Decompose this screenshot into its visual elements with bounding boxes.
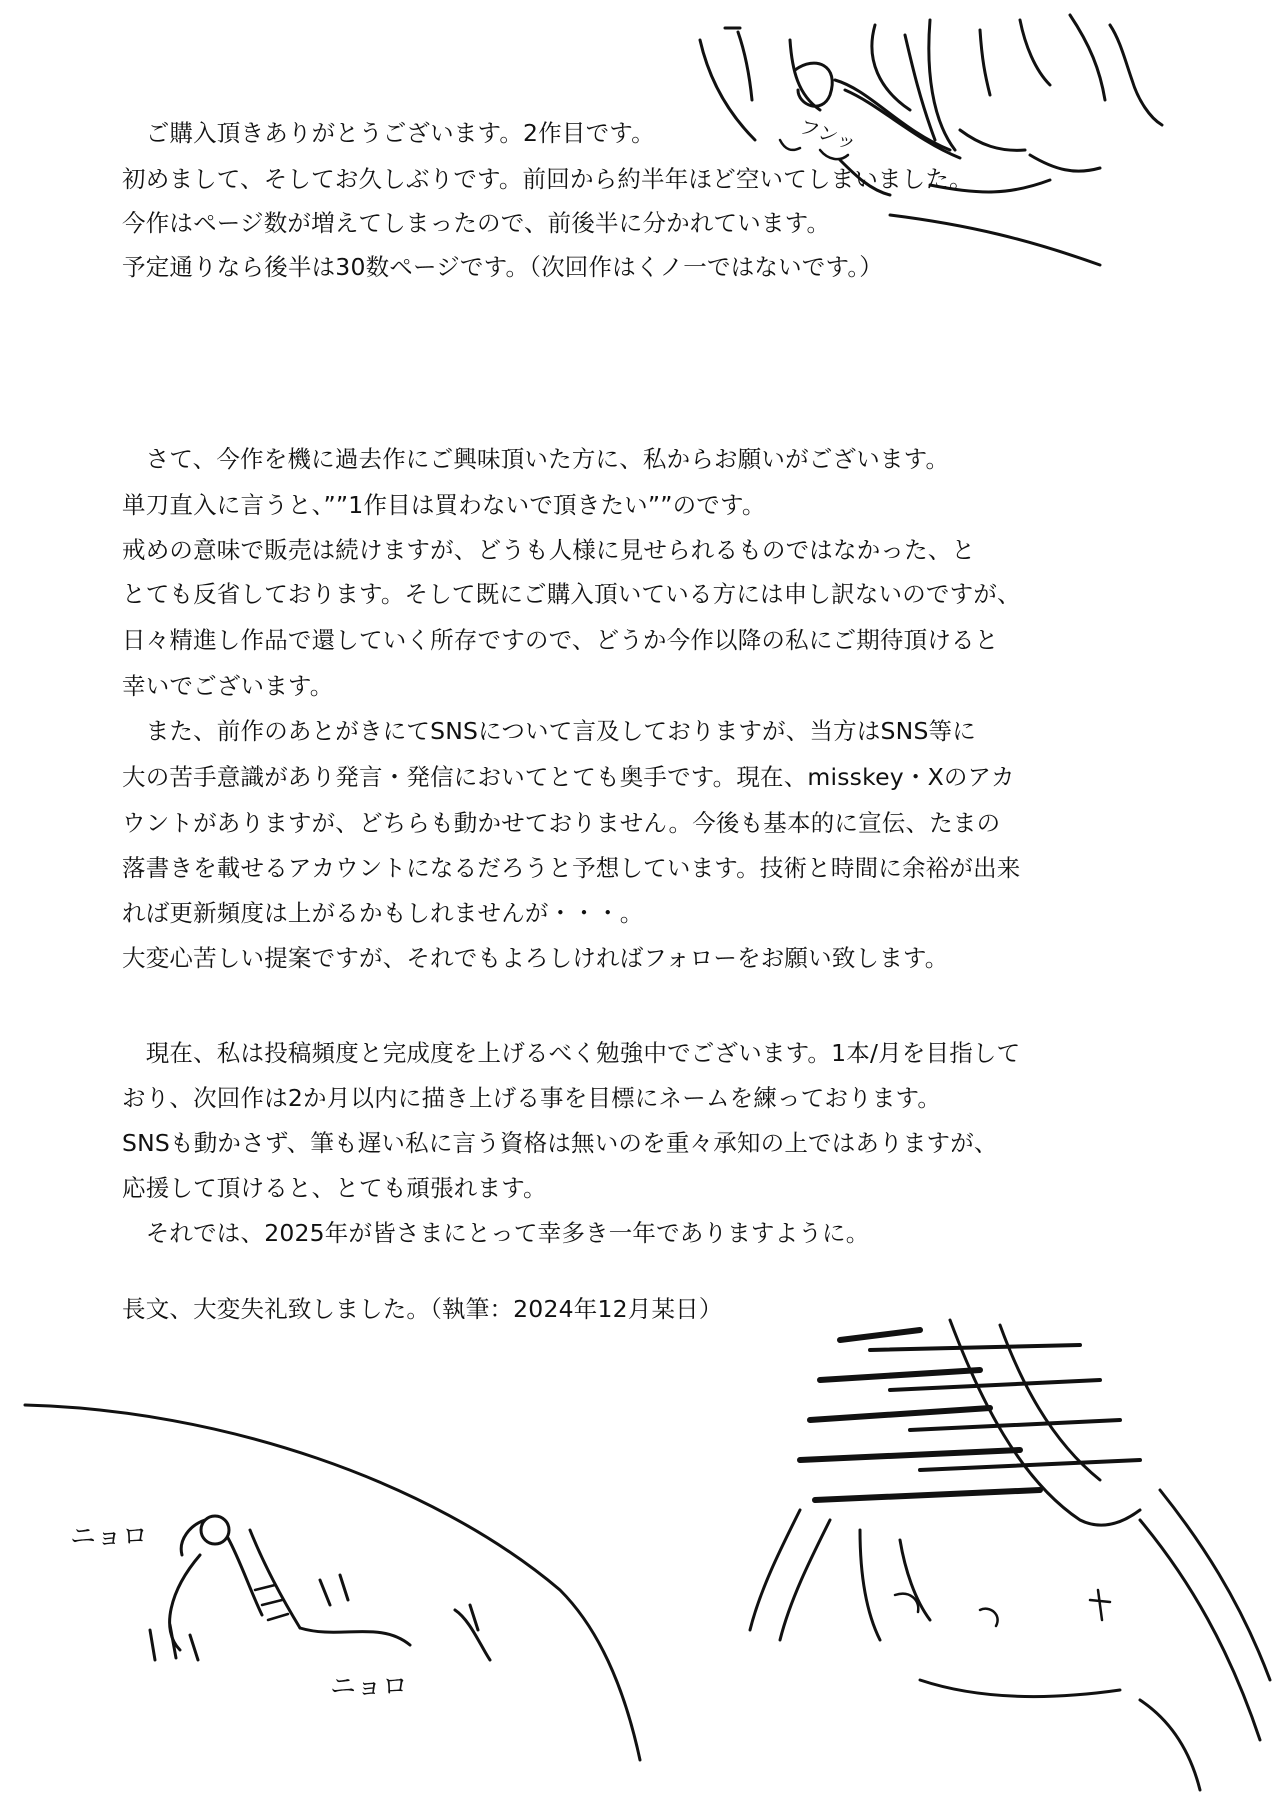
- paragraph2-line-4: とても反省しております。そして既にご購入頂いている方には申し訳ないのですが、: [122, 580, 1021, 608]
- bottom-left-sfx-1: ニョロ: [70, 1522, 149, 1552]
- paragraph1-line-1: ご購入頂きありがとうございます。2作目です。: [122, 119, 655, 147]
- paragraph3-line-1: 現在、私は投稿頻度と完成度を上げるべく勉強中でございます。1本/月を目指して: [122, 1039, 1021, 1067]
- paragraph3-line-4: 応援して頂けると、とても頑張れます。: [122, 1174, 547, 1202]
- top-right-sfx: フンッ: [796, 113, 860, 155]
- paragraph2-line-6: 幸いでございます。: [122, 672, 334, 700]
- paragraph2-line-2: 単刀直入に言うと、””1作目は買わないで頂きたい””のです。: [122, 491, 766, 519]
- paragraph2-line-5: 日々精進し作品で還していく所存ですので、どうか今作以降の私にご期待頂けると: [122, 626, 999, 654]
- paragraph2-line-3: 戒めの意味で販売は続けますが、どうも人様に見せられるものではなかった、と: [122, 536, 976, 564]
- paragraph2-line-12: 大変心苦しい提案ですが、それでもよろしければフォローをお願い致します。: [122, 944, 949, 972]
- bottom-left-sfx-2: ニョロ: [330, 1672, 409, 1702]
- paragraph3-line-5: それでは、2025年が皆さまにとって幸多き一年でありますように。: [122, 1219, 870, 1247]
- paragraph1-line-2: 初めまして、そしてお久しぶりです。前回から約半年ほど空いてしまいました。: [122, 165, 973, 193]
- paragraph1-line-4: 予定通りなら後半は30数ページです。（次回作はくノ一ではないです。）: [122, 253, 883, 281]
- paragraph2-line-8: 大の苦手意識があり発言・発信においてとても奥手です。現在、misskey・Xのアカ: [122, 763, 1015, 791]
- paragraph3-line-2: おり、次回作は2か月以内に描き上げる事を目標にネームを練っております。: [122, 1084, 942, 1112]
- bottom-right-sketch: [720, 1320, 1280, 1807]
- paragraph3-line-3: SNSも動かさず、筆も遅い私に言う資格は無いのを重々承知の上ではありますが、: [122, 1129, 998, 1157]
- bottom-left-doodle: [0, 1390, 700, 1807]
- paragraph2-line-7: また、前作のあとがきにてSNSについて言及しておりますが、当方はSNS等に: [122, 717, 976, 745]
- paragraph2-line-1: さて、今作を機に過去作にご興味頂いた方に、私からお願いがございます。: [122, 445, 950, 473]
- paragraph2-line-9: ウントがありますが、どちらも動かせておりません。今後も基本的に宣伝、たまの: [122, 809, 1001, 837]
- paragraph2-line-11: れば更新頻度は上がるかもしれませんが・・・。: [122, 899, 644, 927]
- closing-line: 長文、大変失礼致しました。（執筆：2024年12月某日）: [122, 1295, 723, 1323]
- paragraph1-line-3: 今作はページ数が増えてしまったので、前後半に分かれています。: [122, 209, 831, 237]
- paragraph2-line-10: 落書きを載せるアカウントになるだろうと予想しています。技術と時間に余裕が出来: [122, 854, 1021, 882]
